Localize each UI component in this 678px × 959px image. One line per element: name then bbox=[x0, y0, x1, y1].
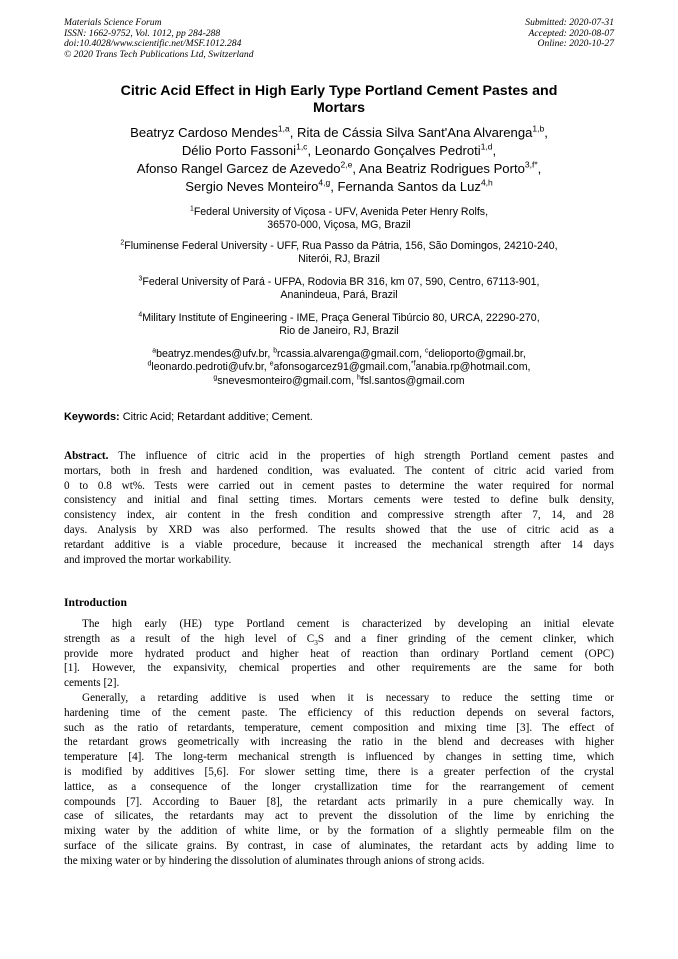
author-affil-mark: 1,c bbox=[296, 141, 308, 152]
abstract-line: consistency index, air content in the fresh condition and compressive strength after 7, 14, and 28 bbox=[64, 509, 614, 522]
intro-line: hardening time of the cement paste. The efficiency of this reduction depends on several factors, bbox=[64, 706, 614, 719]
affiliation-1 bbox=[64, 206, 614, 233]
email-address[interactable]: anabia.rp@hotmail.com bbox=[415, 361, 528, 374]
affil-address: 36570-000, Viçosa, MG, Brazil bbox=[267, 219, 411, 232]
author-affil-mark: 2,e bbox=[340, 159, 353, 170]
keywords-text: Citric Acid; Retardant additive; Cement. bbox=[122, 411, 313, 423]
author-list bbox=[64, 124, 614, 196]
affil-number: 4 bbox=[138, 311, 143, 319]
section-heading-introduction: Introduction bbox=[64, 596, 127, 609]
abstract-line: consistency and initial and final setting times. Mortars cements were tested to define bulk density, bbox=[64, 494, 614, 507]
author-affil-mark: 4,g bbox=[318, 177, 331, 188]
email-line: $^a$beatryz.mendes@ufv.br, $^b$rcassia.alvarenga@gmail.com, $^c$delioporto@gmail.br, bbox=[152, 347, 526, 360]
affil-address: Fluminense Federal University - UFF, Rua Passo da Pátria, 156, São Domingos, 24210-240, bbox=[124, 240, 558, 252]
author-line bbox=[64, 124, 614, 142]
affil-address: Federal University of Viçosa - UFV, Avenida Peter Henry Rolfs, bbox=[193, 206, 489, 218]
author-separator: , bbox=[352, 161, 359, 176]
email-line: $^d$leonardo.pedroti@ufv.br, $^e$afonsogarcez91@gmail.com,$^{*f}$anabia.rp@hotmail.com, bbox=[147, 360, 531, 374]
author-name: Afonso Rangel Garcez de Azevedo bbox=[136, 161, 341, 176]
author-separator: , bbox=[330, 179, 338, 194]
header-dates bbox=[525, 18, 614, 50]
author-name: Beatryz Cardoso Mendes bbox=[130, 125, 278, 140]
intro-line: provide more hydrated product and higher heat of reaction than ordinary Portland cement (OPC) bbox=[64, 647, 614, 660]
intro-line: compounds [7]. According to Bauer [8], the retardant acts primarily in a pure chemically way. In bbox=[64, 795, 614, 808]
introduction-paragraph-1 bbox=[64, 617, 614, 691]
author-name: Délio Porto Fassoni bbox=[181, 143, 297, 158]
affil-address: Rio de Janeiro, RJ, Brazil bbox=[279, 325, 399, 338]
affiliation-2 bbox=[64, 240, 614, 267]
intro-line: surface of the silicate grains. By contrast, in case of aluminates, the retardant acts by adding lime to bbox=[64, 839, 614, 852]
issn-volume: ISSN: 1662-9752, Vol. 1012, pp 284-288 bbox=[64, 27, 221, 39]
title-line: Citric Acid Effect in High Early Type Portland Cement Pastes and bbox=[120, 83, 558, 99]
author-separator: , bbox=[492, 143, 497, 158]
title-line: Mortars bbox=[312, 100, 366, 116]
doi: doi:10.4028/www.scientific.net/MSF.1012.284 bbox=[64, 38, 242, 50]
email-line: $^g$snevesmonteiro@gmail.com, $^h$fsl.santos@gmail.com bbox=[213, 374, 465, 387]
paper-title bbox=[64, 83, 614, 117]
email-address[interactable]: afonsogarcez91@gmail.com bbox=[273, 361, 408, 374]
email-address[interactable]: fsl.santos@gmail.com bbox=[360, 374, 465, 387]
author-name: Fernanda Santos da Luz bbox=[337, 179, 481, 194]
intro-line: such as the ratio of retardants, temperature, cement composition and mixing time [3]. The effect of bbox=[64, 721, 614, 734]
intro-line: is modified by additives [5,6]. For slower setting time, there is a greater perfection of the crystal bbox=[64, 765, 614, 778]
intro-line: lattice, as a consequence of the longer crystallization time for the rearrangement of cement bbox=[64, 780, 614, 793]
affiliation-3 bbox=[64, 276, 614, 303]
author-separator: , bbox=[289, 125, 297, 140]
intro-line: The high early (HE) type Portland cement is characterized by developing an initial elevate bbox=[82, 618, 614, 630]
author-line bbox=[64, 160, 614, 178]
accepted-date: Accepted: 2020-08-07 bbox=[528, 27, 614, 39]
abstract-label: Abstract. bbox=[64, 450, 109, 462]
author-separator: , bbox=[544, 125, 548, 140]
c3s-subscript: 3 bbox=[314, 639, 318, 648]
abstract-line: The influence of citric acid in the properties of high strength Portland cement pastes and bbox=[118, 450, 614, 462]
author-line bbox=[64, 142, 614, 160]
abstract-line: and improved the mortar workability. bbox=[64, 553, 232, 566]
author-line bbox=[64, 178, 614, 196]
author-name: Rita de Cássia Silva Sant'Ana Alvarenga bbox=[296, 125, 533, 140]
intro-line: cements [2]. bbox=[64, 677, 120, 690]
online-date: Online: 2020-10-27 bbox=[537, 38, 614, 50]
affil-address: Niterói, RJ, Brazil bbox=[298, 253, 380, 266]
intro-line: case of silicates, the retardants may act to prevent the dissolution of the lime by enriching the bbox=[64, 810, 614, 823]
intro-line: the retardant grows geometrically with increasing the ratio in the blend and decreases with higher bbox=[64, 736, 614, 749]
author-name: Ana Beatriz Rodrigues Porto bbox=[358, 161, 525, 176]
header-publication-info bbox=[64, 18, 254, 60]
email-address[interactable]: rcassia.alvarenga@gmail.com bbox=[277, 348, 420, 360]
keywords-label: Keywords: bbox=[64, 411, 120, 423]
intro-line: mixing water by the addition of white lime, or by the formation of a slightly permeable film on the bbox=[64, 825, 614, 838]
author-affil-mark: 1,a bbox=[277, 123, 290, 134]
author-separator: , bbox=[537, 161, 542, 176]
introduction-paragraph-2 bbox=[64, 691, 614, 869]
affil-number: 2 bbox=[120, 239, 125, 247]
intro-line: strength as a result of the high level of C bbox=[64, 632, 315, 645]
affil-address: Military Institute of Engineering - IME, Praça General Tibúrcio 80, URCA, 22290-270, bbox=[142, 312, 540, 324]
intro-line: S and a finer grinding of the cement clinker, which bbox=[317, 632, 614, 645]
author-affil-mark: 4,h bbox=[480, 177, 493, 188]
copyright: © 2020 Trans Tech Publications Ltd, Switzerland bbox=[64, 48, 254, 60]
email-address[interactable]: beatryz.mendes@ufv.br bbox=[156, 348, 268, 360]
author-name: Sergio Neves Monteiro bbox=[185, 179, 319, 194]
author-affil-mark: 1,d bbox=[480, 141, 493, 152]
intro-line: temperature [4]. The long-term mechanical strength is influenced by changes in setting time, which bbox=[64, 751, 614, 764]
email-address[interactable]: snevesmonteiro@gmail.com bbox=[217, 374, 352, 387]
affil-address: Ananindeua, Pará, Brazil bbox=[280, 289, 398, 302]
abstract-line: retardant additive is a viable procedure, because it increased the mechanical strength after 14 days bbox=[64, 538, 614, 551]
intro-line: [1]. However, the expansivity, chemical properties and other requirements are the same for both bbox=[64, 662, 614, 675]
email-list bbox=[64, 348, 614, 388]
intro-line: Generally, a retarding additive is used when it is necessary to reduce the setting time or bbox=[82, 692, 614, 704]
abstract bbox=[64, 449, 614, 567]
author-separator: , bbox=[307, 143, 315, 158]
abstract-line: 0 to 0.8 wt%. Tests were carried out in cement pastes to determine the water required for normal bbox=[64, 479, 614, 492]
abstract-line: mortars, both in fresh and hardened condition, was evaluated. The content of citric acid varied from bbox=[64, 464, 614, 477]
abstract-line: days. Analysis by XRD was also performed. The results showed that the use of citric acid as a bbox=[64, 523, 614, 536]
author-affil-mark: 3,f* bbox=[524, 159, 538, 170]
keywords bbox=[64, 411, 614, 424]
intro-line: the mixing water or by hindering the dissolution of aluminates through anions of strong acids. bbox=[64, 854, 485, 867]
journal-name: Materials Science Forum bbox=[64, 17, 162, 28]
affiliation-4 bbox=[64, 312, 614, 339]
email-address[interactable]: delioporto@gmail.br bbox=[428, 348, 523, 360]
affil-number: 3 bbox=[138, 275, 143, 283]
author-name: Leonardo Gonçalves Pedroti bbox=[314, 143, 481, 158]
author-affil-mark: 1,b bbox=[532, 123, 545, 134]
affil-address: Federal University of Pará - UFPA, Rodovia BR 316, km 07, 590, Centro, 67113-901, bbox=[142, 276, 540, 288]
email-address[interactable]: leonardo.pedroti@ufv.br bbox=[151, 361, 264, 374]
affil-number: 1 bbox=[189, 205, 194, 213]
submitted-date: Submitted: 2020-07-31 bbox=[525, 17, 614, 28]
